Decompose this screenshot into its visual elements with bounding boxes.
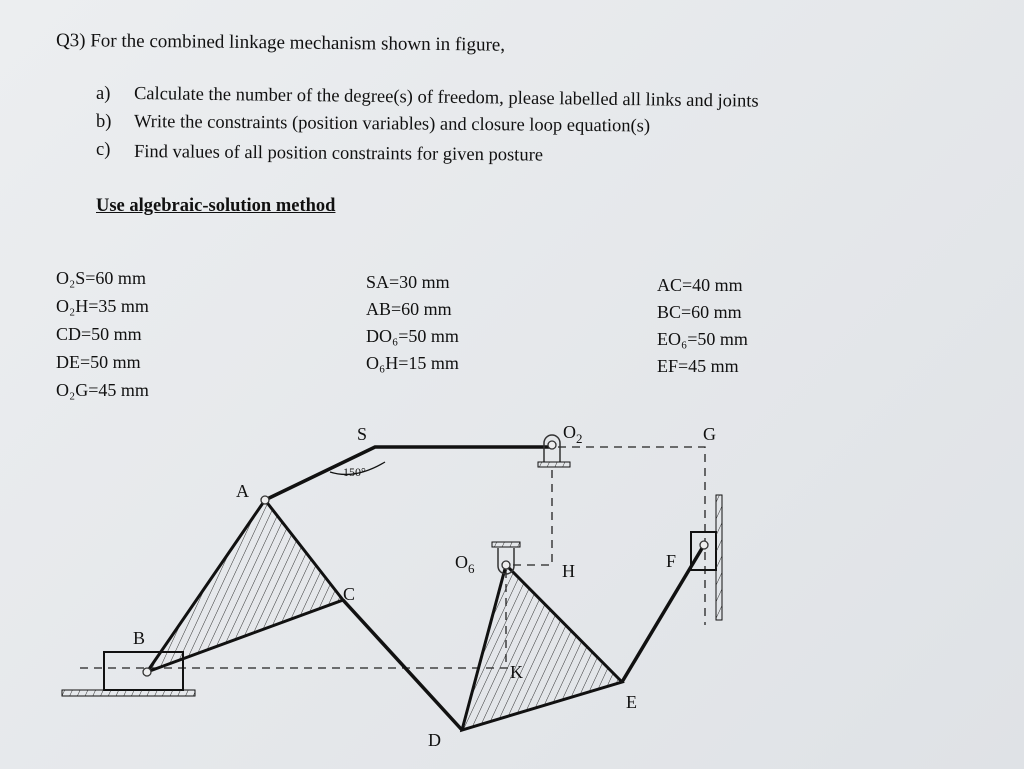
- item-a-marker: a): [96, 84, 111, 104]
- label-B: B: [133, 628, 146, 648]
- param: AC=40 mm: [657, 275, 743, 295]
- param: EO₆=50 mm: [657, 329, 748, 349]
- label-E: E: [626, 692, 637, 712]
- label-O2: $O_2$: [563, 422, 583, 446]
- param: O₆H=15 mm: [366, 353, 459, 373]
- label-C: C: [343, 584, 356, 604]
- question-title: Q3) For the combined linkage mechanism shown in figure,: [55, 30, 506, 56]
- label-S: S: [357, 424, 368, 444]
- param: SA=30 mm: [366, 272, 450, 292]
- link-ABC: [147, 500, 343, 672]
- label-K: K: [510, 662, 523, 682]
- slider-F: [691, 532, 716, 570]
- param: O₂G=45 mm: [56, 380, 149, 400]
- param: AB=60 mm: [366, 299, 452, 319]
- item-c-marker: c): [96, 140, 111, 160]
- item-c-text: Find values of all position constraints for given posture: [133, 142, 544, 166]
- label-O6: $O_6$: [455, 552, 475, 576]
- ground-F: [716, 495, 722, 620]
- link-O6DE: [462, 565, 622, 730]
- item-b-marker: b): [96, 112, 112, 132]
- param: BC=60 mm: [657, 302, 742, 322]
- param: EF=45 mm: [657, 356, 739, 376]
- param: DE=50 mm: [56, 352, 141, 372]
- label-G: G: [703, 424, 716, 444]
- param: O₂H=35 mm: [56, 296, 149, 316]
- angle-label: 150°: [343, 465, 366, 479]
- label-A: A: [236, 481, 249, 501]
- param: O₂S=60 mm: [56, 268, 146, 288]
- ground-B: [62, 690, 195, 696]
- label-H: H: [562, 561, 575, 581]
- param: DO₆=50 mm: [366, 326, 459, 346]
- item-b-text: Write the constraints (position variables) and closure loop equation(s): [133, 112, 651, 137]
- label-F: F: [666, 551, 677, 571]
- label-D: D: [428, 730, 441, 750]
- item-a-text: Calculate the number of the degree(s) of freedom, please labelled all links and joints: [133, 84, 759, 112]
- param: CD=50 mm: [56, 324, 142, 344]
- method-heading: Use algebraic-solution method: [96, 196, 336, 216]
